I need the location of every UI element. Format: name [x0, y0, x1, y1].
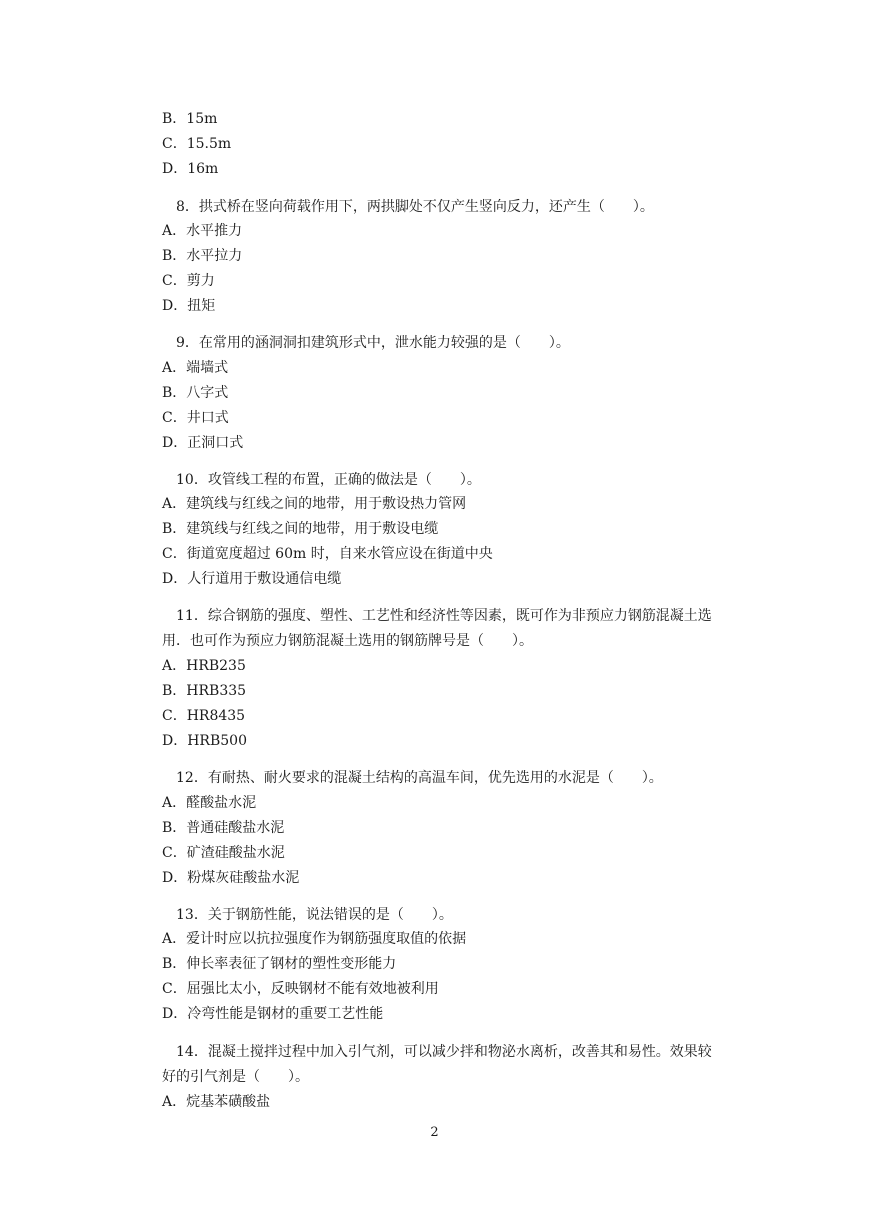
option-line: B．15m [162, 111, 218, 127]
question-8: 8．拱式桥在竖向荷载作用下，两拱脚处不仅产生竖向反力，还产生（ ）。 [176, 199, 654, 215]
option-line: D．冷弯性能是钢材的重要工艺性能 [162, 1006, 384, 1022]
question-9: 9．在常用的涵洞洞扣建筑形式中，泄水能力较强的是（ ）。 [176, 335, 570, 351]
option-line: C．15.5m [162, 136, 232, 152]
question-10: 10．攻管线工程的布置，正确的做法是（ ）。 [176, 472, 481, 488]
option-line: D．HRB500 [162, 733, 247, 749]
option-line: A．烷基苯磺酸盐 [162, 1094, 271, 1110]
option-line: B．水平拉力 [162, 248, 243, 264]
question-13: 13．关于钢筋性能，说法错误的是（ ）。 [176, 907, 453, 923]
option-line: C．剪力 [162, 273, 215, 289]
page-number: 2 [430, 1125, 439, 1140]
option-line: D．人行道用于敷设通信电缆 [162, 571, 342, 587]
option-line: C．HR8435 [162, 708, 246, 724]
option-line: B．普通硅酸盐水泥 [162, 820, 285, 836]
option-line: B．HRB335 [162, 683, 247, 699]
question-14-continued: 好的引气剂是（ ）。 [162, 1069, 309, 1085]
option-line: D．16m [162, 161, 219, 177]
option-line: A．端墙式 [162, 360, 229, 376]
question-11: 11．综合钢筋的强度、塑性、工艺性和经济性等因素，既可作为非预应力钢筋混凝土选 [176, 608, 712, 624]
option-line: A．水平推力 [162, 223, 243, 239]
option-line: B．伸长率表征了钢材的塑性变形能力 [162, 956, 397, 972]
option-line: D．正洞口式 [162, 435, 244, 451]
option-line: C．屈强比太小，反映钢材不能有效地被利用 [162, 981, 439, 997]
option-line: C．矿渣硅酸盐水泥 [162, 845, 285, 861]
option-line: D．扭矩 [162, 298, 216, 314]
option-line: C．井口式 [162, 410, 229, 426]
option-line: B．八字式 [162, 385, 229, 401]
option-line: C．街道宽度超过 60m 时，自来水管应设在街道中央 [162, 546, 493, 562]
option-line: A．醛酸盐水泥 [162, 795, 257, 811]
question-14: 14．混凝土搅拌过程中加入引气剂，可以减少拌和物泌水离析，改善其和易性。效果较 [176, 1044, 712, 1060]
option-line: B．建筑线与红线之间的地带，用于敷设电缆 [162, 521, 439, 537]
option-line: A．建筑线与红线之间的地带，用于敷设热力管网 [162, 496, 467, 512]
option-line: A．HRB235 [162, 658, 246, 674]
option-line: A．爱计时应以抗拉强度作为钢筋强度取值的依据 [162, 931, 467, 947]
option-line: D．粉煤灰硅酸盐水泥 [162, 870, 300, 886]
question-12: 12．有耐热、耐火要求的混凝土结构的高温车间，优先选用的水泥是（ ）。 [176, 770, 663, 786]
question-11-continued: 用．也可作为预应力钢筋混凝土选用的钢筋牌号是（ ）。 [162, 633, 533, 649]
